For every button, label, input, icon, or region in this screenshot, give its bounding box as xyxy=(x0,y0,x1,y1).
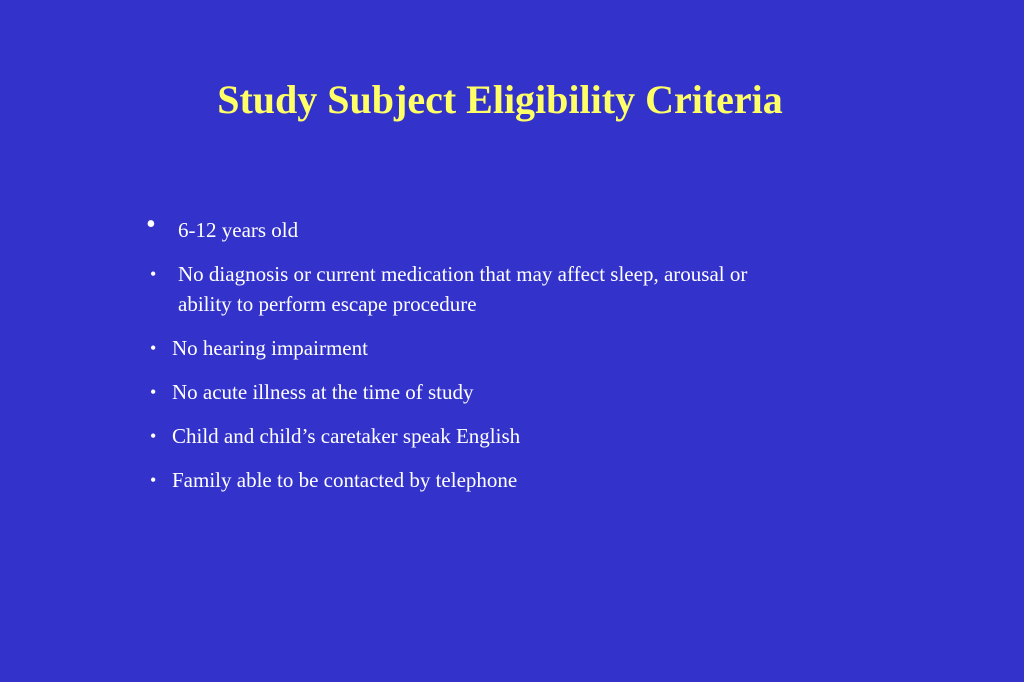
bullet-icon: • xyxy=(150,382,157,402)
bullet-icon: • xyxy=(150,338,157,358)
bullet-text-line-2: ability to perform escape procedure xyxy=(178,292,477,316)
slide-title: Study Subject Eligibility Criteria xyxy=(217,77,783,122)
bullet-icon: • xyxy=(146,209,156,240)
bullet-icon: • xyxy=(150,470,157,490)
bullet-text-line-1: No diagnosis or current medication that may affect sleep, arousal or xyxy=(178,262,748,286)
bullet-text: No acute illness at the time of study xyxy=(172,380,474,404)
bullet-text: 6-12 years old xyxy=(178,218,299,242)
bullet-text: Child and child’s caretaker speak English xyxy=(172,424,521,448)
bullet-icon: • xyxy=(150,426,157,446)
bullet-text: No hearing impairment xyxy=(172,336,368,360)
bullet-icon: • xyxy=(150,264,157,284)
bullet-text: Family able to be contacted by telephone xyxy=(172,468,518,492)
